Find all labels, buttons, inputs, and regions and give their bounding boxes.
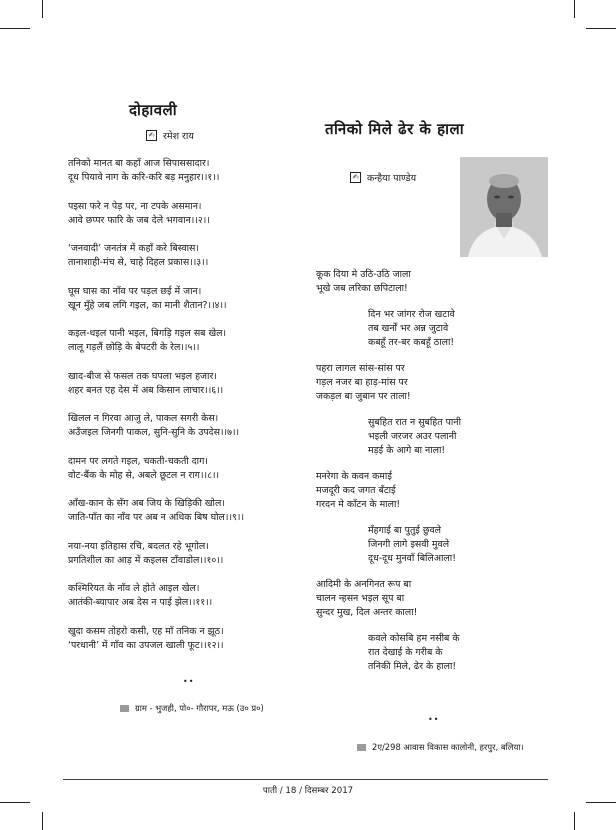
poem-line: ‘परधानी’ में गाँव का उपजल खाली फूट।।१२।।: [68, 639, 224, 651]
poem-line: कइल-धइल पानी भइल, बिगड़ि गइल सब खेल।: [68, 328, 227, 339]
poem-line: तनिको मानत बा कहाँ आज सिपाससादार।: [68, 158, 210, 169]
poem-line: रात देखाई के गरीब के: [368, 647, 443, 658]
crop-mark-br-h: [586, 802, 616, 803]
poem-line: दामन पर लगते गइल, चकती-चकती दाग।: [68, 455, 208, 467]
poem-line: ‘जनवादी’ जनतंत्र में कहाँ करे बिस्वास।: [68, 243, 199, 254]
right-author-name: कन्हैया पाण्डेय: [367, 173, 417, 184]
poem-line: घूस घास का नाँव पर पड़ल छई में जान।: [68, 285, 202, 297]
address-square-icon: [120, 705, 129, 712]
pen-icon: ✍: [350, 172, 361, 183]
poem-line: खून मुँहे जब लगि गइल, का मानी शैतान?।।४।।: [68, 299, 227, 311]
poem-line: जकड़ल बा जुबान पर ताला!: [316, 391, 411, 402]
right-address-text: 2ए/298 आवास विकास कालोनी, हरपुर, बलिया।: [372, 742, 524, 752]
poem-line: तानाशाही-मंच से, चाहे दिहल प्रकास।।३।।: [68, 257, 209, 268]
poem-line: सुन्दर मुख, दिल अन्तर काला!: [316, 607, 418, 618]
poem-line: गड़ल नजर बा हाड़-मांस पर: [316, 377, 408, 388]
left-stanza: [68, 327, 308, 355]
left-poem-body: [68, 157, 308, 667]
right-poem-body: [316, 268, 556, 686]
poem-line: खिलल न गिरवा आजु ले, पाकल सगरी केस।: [68, 413, 219, 424]
poem-line: चालन न्हसन भइल सूप बा: [316, 593, 405, 604]
poem-line: मड़ई के आगे बा नाला!: [368, 445, 446, 456]
left-stanza: [68, 540, 308, 568]
right-stanza: [316, 416, 556, 458]
left-address-text: ग्राम - भुजही, पो०- गौरापर, मऊ (उ० प्र०): [135, 703, 264, 713]
poem-line: मँहगाई बा पुतुई छुवले: [368, 525, 442, 536]
right-address: [357, 742, 524, 753]
right-stanza: [316, 362, 556, 404]
footer-rule: [63, 779, 548, 780]
right-poem-title: तनिको मिले ढेर के हाला: [325, 120, 465, 138]
poem-line: सुबहित रात न सुबहित पानी: [368, 417, 461, 428]
poem-line: नया-नया इतिहास रचि, बदलत रहे भूगोल।: [68, 540, 209, 552]
right-stanza: [316, 632, 556, 674]
poem-line: कवले कोसबि हम नसीब के: [368, 633, 460, 644]
poem-line: गरदन मे काँटन के माला!: [316, 499, 401, 510]
page-footer: पाती / 18 / दिसम्बर 2017: [262, 786, 354, 796]
author-photo: [460, 157, 548, 257]
poem-line: पइसा फरे न पेड़ पर, ना टपके असमान।: [68, 200, 202, 212]
poem-line: वोट-बैंक के मोह से, अबले छूटल न राग।।८।।: [68, 469, 220, 481]
right-stanza: [316, 578, 556, 620]
crop-mark-bl-h: [0, 802, 30, 803]
crop-mark-bl-v: [42, 812, 43, 830]
left-end-stars: ••: [183, 677, 195, 686]
poem-line: प्रगतिशील का आड़ में कइलस टाँवाडोल।।१०।।: [68, 554, 224, 566]
crop-mark-tl-v: [42, 0, 43, 18]
poem-line: अउँजइल जिनगी पाकल, सुनि-सुनि के उपदेस।।७।।: [68, 427, 240, 438]
left-author-name: रमेश राय: [163, 131, 194, 142]
poem-line: जिनगी लागे इसवी मुवले: [368, 539, 450, 550]
poem-line: शहर बनत एह देस में अब किसान लाचार।।६।।: [68, 384, 224, 396]
poem-line: आदिमी के अनगिनत रूप बा: [316, 579, 412, 590]
right-stanza: [316, 524, 556, 566]
left-stanza: [68, 200, 308, 228]
poem-line: भइली जरजर अउर पलानी: [368, 431, 457, 442]
pen-icon: ✍: [146, 130, 157, 141]
poem-line: खाद-बीज से फसल तक घपला भइल हजार।: [68, 370, 217, 382]
poem-line: आतंकी-ब्यापार अब देस न पाई झेल।।११।।: [68, 597, 213, 608]
right-author: [350, 171, 416, 184]
address-square-icon: [357, 744, 366, 751]
crop-mark-tr-h: [586, 28, 616, 29]
left-stanza: [68, 497, 308, 525]
crop-mark-tr-v: [574, 0, 575, 18]
poem-line: लालू गड़लैं छोड़ि के बेपटरी के रेल।।५।।: [68, 342, 200, 353]
portrait-image: [460, 157, 548, 257]
crop-mark-br-v: [574, 812, 575, 830]
poem-line: पहरा लागल सांस-सांस पर: [316, 363, 405, 374]
right-end-stars: ••: [428, 715, 440, 724]
left-stanza: [68, 285, 308, 313]
poem-line: मजदूरी कद जगत बँटाई: [316, 485, 396, 496]
poem-line: दिन भर जांगर रोज खटावे: [368, 309, 455, 320]
left-stanza: [68, 157, 308, 185]
poem-line: कबहूँ तर-बर कबहूँ ठाला!: [368, 337, 455, 348]
left-poem-title: दोहावली: [129, 101, 178, 119]
poem-line: तब खर्नों भर अन्न जुटावे: [368, 323, 449, 334]
crop-mark-tl-h: [0, 28, 30, 29]
poem-line: खुदा कसम तोहरो कसी, एह माँ तनिक न झूठ।: [68, 625, 224, 637]
poem-line: दूध-दूध मुनवाँ बिलिआला!: [368, 553, 456, 564]
poem-line: भूखे जब लरिका छपिटाला!: [316, 283, 408, 294]
poem-line: तनिकी मिले, ढेर के हाला!: [368, 661, 457, 672]
left-stanza: [68, 242, 308, 270]
left-address: [120, 703, 264, 714]
poem-line: दूध पियावे नाग के करि-करि बड़ मनुहार।।१।।: [68, 172, 220, 183]
right-stanza: [316, 470, 556, 512]
poem-line: जाति-पाँत का नाँव पर अब न अधिक बिष घोल।।९।।: [68, 512, 244, 523]
left-stanza: [68, 625, 308, 653]
poem-line: आवे छप्पर फारि के जब देले भगवान।।२।।: [68, 214, 210, 226]
poem-line: कूक दिया मे उठि-उठि जाला: [316, 269, 411, 280]
left-stanza: [68, 412, 308, 440]
poem-line: मनरेगा के कवन कमाई: [316, 471, 392, 482]
left-author: [146, 129, 194, 142]
right-stanza: [316, 308, 556, 350]
left-stanza: [68, 582, 308, 610]
left-stanza: [68, 370, 308, 398]
left-stanza: [68, 455, 308, 483]
right-stanza: [316, 268, 556, 296]
poem-line: आँख-कान के सँग अब जिय के खिड़िकी खोल।: [68, 498, 225, 509]
poem-line: कश्मिरियत के नाँव ले होते आइल खेल।: [68, 583, 200, 594]
